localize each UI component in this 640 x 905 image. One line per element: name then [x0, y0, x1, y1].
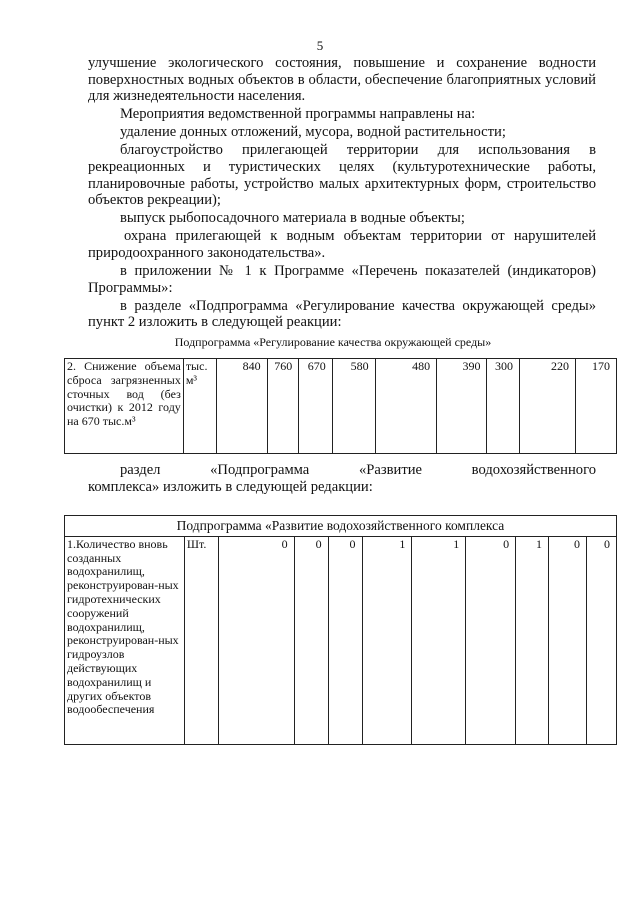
paragraph: благоустройство прилегающей территории для использования в рекреационных и туристических целях (культуротехнические работы, планировочные работы, устройство малых архитектурных форм, строительство объектов рекреации); — [88, 142, 596, 209]
table-title-row — [65, 516, 617, 537]
value-cell: 670 — [299, 359, 333, 454]
paragraph: в приложении № 1 к Программе «Перечень показателей (индикаторов) Программы»: — [88, 263, 596, 296]
value-cell: 300 — [487, 359, 520, 454]
paragraph: в разделе «Подпрограмма «Регулирование качества окружающей среды» пункт 2 изложить в следующей реакции: — [88, 297, 596, 331]
table2-title: Подпрограмма «Развитие водохозяйственного комплекса — [65, 516, 617, 537]
unit: Шт. — [184, 536, 218, 744]
table-row — [65, 536, 617, 744]
paragraph: удаление донных отложений, мусора, водной растительности; — [120, 124, 506, 141]
table-row — [65, 359, 617, 454]
paragraph-line: раздел «Подпрограмма «Развитие водохозяйственного — [120, 462, 596, 478]
unit: тыс. м³ — [183, 359, 217, 454]
indicator-table-environment — [64, 358, 617, 454]
value-cell: 840 — [217, 359, 267, 454]
value-cell: 760 — [267, 359, 299, 454]
value-cell: 390 — [437, 359, 487, 454]
page-number: 5 — [316, 38, 324, 53]
value-cell: 0 — [466, 536, 516, 744]
paragraph: выпуск рыбопосадочного материала в водные объекты; — [120, 210, 465, 227]
value-cell: 0 — [586, 536, 616, 744]
value-cell: 1 — [412, 536, 466, 744]
value-cell: 580 — [332, 359, 375, 454]
indicator-name: 2. Снижение объема сброса загрязненных сточных вод (без очистки) к 2012 году на 670 тыс.м³ — [65, 359, 184, 454]
paragraph-line: комплекса» изложить в следующей редакции: — [88, 478, 373, 495]
value-cell: 0 — [294, 536, 328, 744]
paragraph: улучшение экологического состояния, повышение и сохранение водности поверхностных водных объектов в области, обеспечение благоприятных условий для жизнедеятельности населения. — [88, 55, 596, 105]
value-cell: 0 — [549, 536, 587, 744]
value-cell: 220 — [520, 359, 576, 454]
indicator-table-water-management — [64, 515, 617, 745]
indicator-name: 1.Количество вновь созданных водохранилищ, реконструирован-ных гидротехнических сооружений водохранилищ, реконструирован-ных гидроузлов действующих водохранилищ и других объектов водообеспечения — [65, 536, 185, 744]
section2-text — [88, 462, 596, 495]
value-cell: 480 — [375, 359, 437, 454]
value-cell: 0 — [218, 536, 294, 744]
value-cell: 0 — [328, 536, 362, 744]
paragraph: Мероприятия ведомственной программы направлены на: — [120, 106, 476, 123]
value-cell: 1 — [516, 536, 549, 744]
table1-caption: Подпрограмма «Регулирование качества окружающей среды» — [174, 335, 492, 349]
paragraph: охрана прилегающей к водным объектам территории от нарушителей природоохранного законодательства». — [88, 228, 596, 262]
value-cell: 170 — [575, 359, 616, 454]
body-text — [88, 55, 596, 333]
value-cell: 1 — [362, 536, 412, 744]
